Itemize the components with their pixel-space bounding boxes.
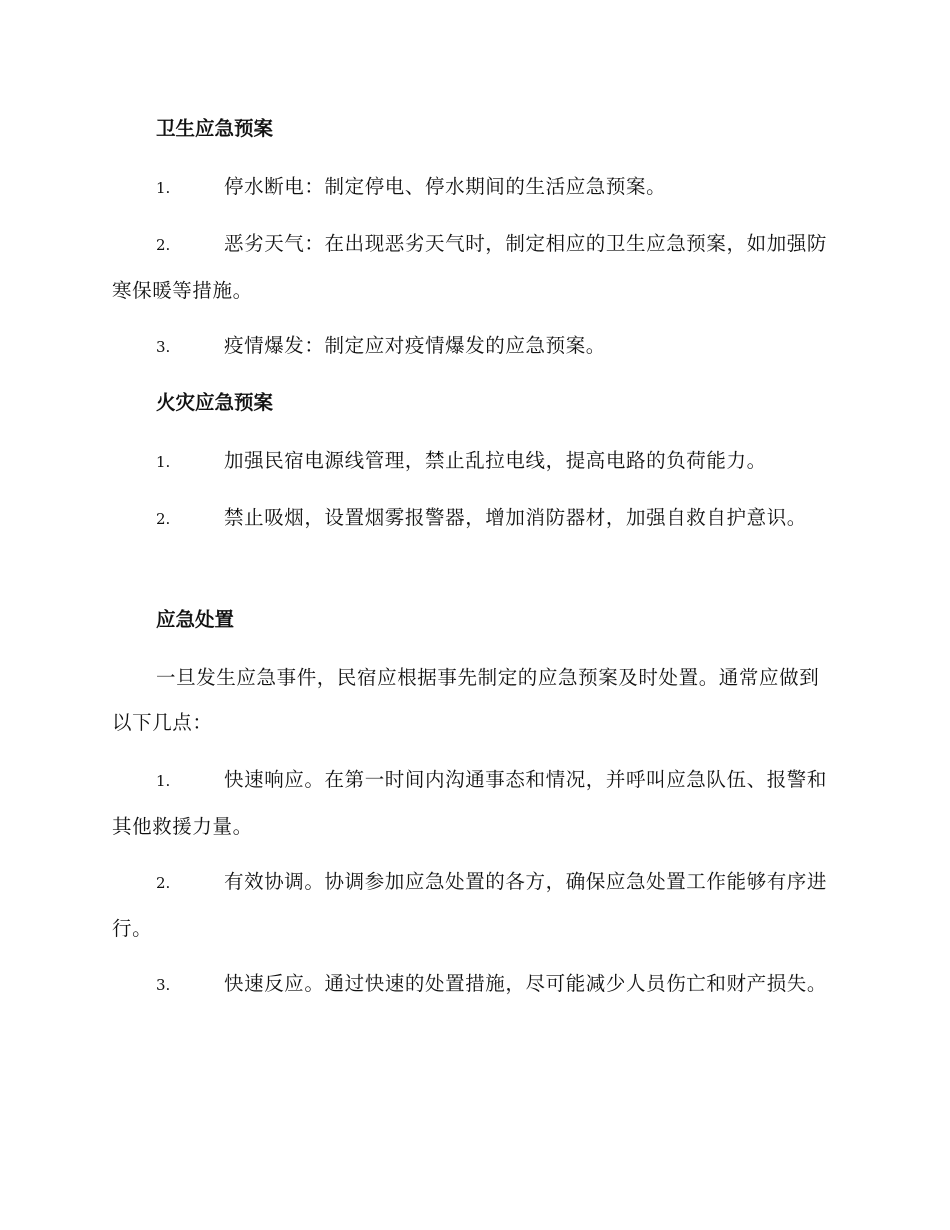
list-item-text: 禁止吸烟，设置烟雾报警器，增加消防器材，加强自救自护意识。 xyxy=(224,506,807,529)
list-item-number: 3. xyxy=(156,338,171,356)
list-item xyxy=(112,323,837,370)
list-item-number: 2. xyxy=(156,874,171,892)
list-item xyxy=(112,495,837,542)
list-item-number: 1. xyxy=(156,179,171,197)
list-item xyxy=(112,221,837,313)
list-item xyxy=(112,164,837,211)
list-item-text: 快速响应。在第一时间内沟通事态和情况，并呼叫应急队伍、报警和其他救援力量。 xyxy=(112,768,828,838)
section-heading-health: 卫生应急预案 xyxy=(156,117,274,140)
list-item xyxy=(112,961,837,1008)
list-item-number: 3. xyxy=(156,976,171,994)
list-item-number: 1. xyxy=(156,453,171,471)
list-item-text: 有效协调。协调参加应急处置的各方，确保应急处置工作能够有序进行。 xyxy=(112,870,828,940)
list-item xyxy=(112,438,837,485)
list-item-text: 加强民宿电源线管理，禁止乱拉电线，提高电路的负荷能力。 xyxy=(224,449,767,472)
list-item-text: 停水断电：制定停电、停水期间的生活应急预案。 xyxy=(224,175,667,198)
list-item xyxy=(112,859,837,951)
intro-paragraph: 一旦发生应急事件，民宿应根据事先制定的应急预案及时处置。通常应做到以下几点： xyxy=(112,666,820,734)
section-heading-response: 应急处置 xyxy=(156,608,235,631)
list-item xyxy=(112,757,837,849)
list-item-number: 2. xyxy=(156,510,171,528)
section-heading-fire: 火灾应急预案 xyxy=(156,391,274,414)
list-item-number: 1. xyxy=(156,772,171,790)
list-item-text: 疫情爆发：制定应对疫情爆发的应急预案。 xyxy=(224,334,606,357)
list-item-text: 恶劣天气：在出现恶劣天气时，制定相应的卫生应急预案，如加强防寒保暖等措施。 xyxy=(112,232,828,302)
list-item-number: 2. xyxy=(156,236,171,254)
list-item-text: 快速反应。通过快速的处置措施，尽可能减少人员伤亡和财产损失。 xyxy=(224,972,828,995)
